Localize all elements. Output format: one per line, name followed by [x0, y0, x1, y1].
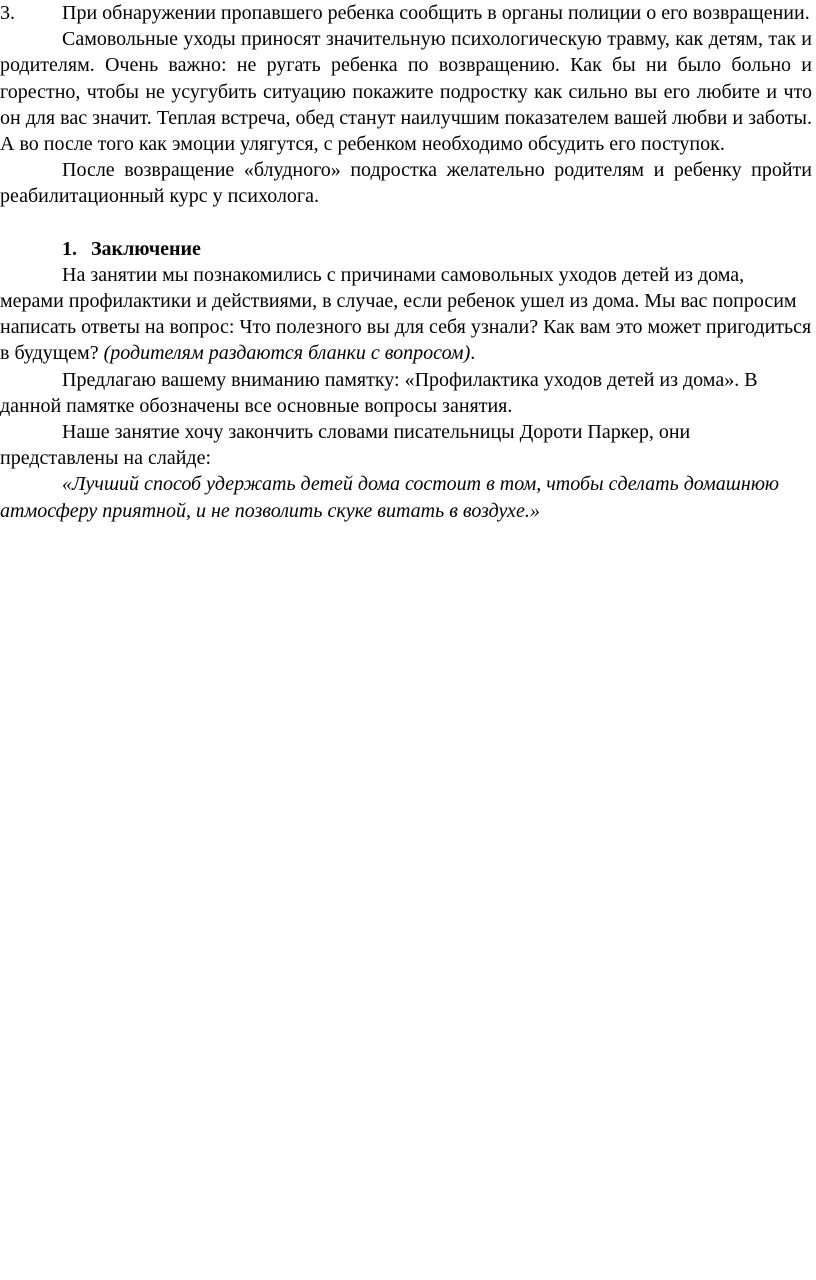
conclusion-paragraph-1-text: На занятии мы познакомились с причинами самовольных уходов детей из дома, мерами профилактики и действиями, в случае, если ребенок ушел из дома. Мы вас попросим написать ответы на вопрос: Что полезного вы для себя узнали? Как вам это может пригодиться в будущем? — [0, 263, 812, 365]
conclusion-heading — [0, 236, 812, 262]
list-item-3-number: 3. — [0, 2, 15, 24]
conclusion-heading-number: 1. — [62, 237, 77, 260]
conclusion-paragraph-3: Наше занятие хочу закончить словами писательницы Дороти Паркер, они представлены на слайде: — [0, 421, 691, 470]
conclusion-paragraph-1-end: . — [470, 342, 476, 365]
conclusion-paragraph-1 — [0, 262, 812, 367]
conclusion-paragraph-2: Предлагаю вашему вниманию памятку: «Профилактика уходов детей из дома». В данной памятке обозначены все основные вопросы занятия. — [0, 368, 758, 417]
document-page — [0, 0, 812, 524]
closing-quote: «Лучший способ удержать детей дома состоит в том, чтобы сделать домашнюю атмосферу приятной, и не позволить скуке витать в воздухе.» — [0, 473, 780, 522]
paragraph-psychological-trauma: Самовольные уходы приносят значительную психологическую травму, как детям, так и родителям. Очень важно: не ругать ребенка по возвращению. Как бы ни было больно и горестно, чтобы не усугубить ситуацию покажите подростку как сильно вы его любите и что он для вас значит. Теплая встреча, обед станут наилучшим показателем вашей любви и заботы. А во после того как эмоции улягутся, с ребенком необходимо обсудить его поступок. — [0, 28, 812, 156]
paragraph-rehabilitation: После возвращение «блудного» подростка желательно родителям и ребенку пройти реабилитационный курс у психолога. — [0, 159, 812, 208]
list-item-3 — [0, 0, 812, 26]
conclusion-heading-title: Заключение — [91, 237, 201, 260]
list-item-3-text: При обнаружении пропавшего ребенка сообщить в органы полиции о его возвращении. — [62, 2, 810, 24]
conclusion-paragraph-1-italic-note: (родителям раздаются бланки с вопросом) — [103, 342, 471, 365]
